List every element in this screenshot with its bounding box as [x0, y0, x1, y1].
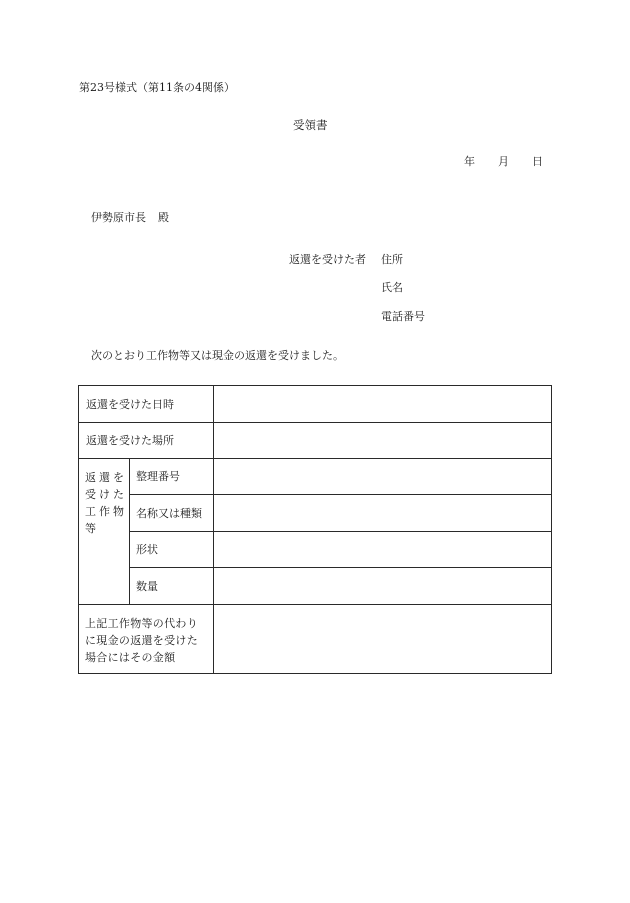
cash-amount-label-cell: [78, 604, 214, 674]
date-day-label: 日: [532, 155, 543, 168]
cash-amount-label: [85, 615, 198, 666]
group-label-line: 工作物: [85, 505, 127, 518]
serial-number-value-cell: [213, 458, 552, 495]
datetime-label-cell: [78, 385, 214, 423]
phone-label: 電話番号: [381, 310, 425, 323]
cash-label-line: 場合にはその金額: [85, 651, 176, 664]
quantity-value-cell: [213, 567, 552, 605]
form-number: 第23号様式（第11条の4関係）: [79, 81, 235, 94]
shape-label: 形状: [136, 543, 158, 556]
returned-items-group-label: [85, 469, 127, 537]
place-label: 返還を受けた場所: [86, 434, 174, 447]
document-title: 受領書: [293, 118, 328, 132]
quantity-label: 数量: [136, 580, 158, 593]
addressee-name: 伊勢原市長: [91, 211, 146, 224]
name-or-type-label-cell: [129, 494, 214, 532]
name-or-type-value-cell: [213, 494, 552, 532]
shape-value-cell: [213, 531, 552, 568]
place-label-cell: [78, 422, 214, 459]
serial-number-label-cell: [129, 458, 214, 495]
quantity-label-cell: [129, 567, 214, 605]
group-label-line: 受けた: [85, 488, 127, 501]
name-label: 氏名: [381, 281, 403, 294]
return-table: [78, 385, 552, 674]
address-label: 住所: [381, 253, 403, 266]
statement-text: 次のとおり工作物等又は現金の返還を受けました。: [91, 349, 344, 362]
returnee-label: 返還を受けた者: [289, 253, 366, 266]
serial-number-label: 整理番号: [136, 470, 180, 483]
place-value-cell: [213, 422, 552, 459]
cash-label-line: 上記工作物等の代わり: [85, 617, 198, 630]
group-label-line: 等: [85, 522, 99, 535]
date-month-label: 月: [498, 155, 509, 168]
cash-amount-value-cell: [213, 604, 552, 674]
datetime-value-cell: [213, 385, 552, 423]
addressee: [91, 212, 169, 223]
cash-label-line: に現金の返還を受けた: [85, 634, 198, 647]
addressee-honorific: 殿: [158, 211, 169, 224]
name-or-type-label: 名称又は種類: [136, 507, 202, 520]
date-line: [464, 156, 543, 167]
returned-items-group-cell: [78, 458, 130, 605]
datetime-label: 返還を受けた日時: [86, 398, 174, 411]
shape-label-cell: [129, 531, 214, 568]
date-year-label: 年: [464, 155, 475, 168]
group-label-line: 返還を: [85, 471, 127, 484]
